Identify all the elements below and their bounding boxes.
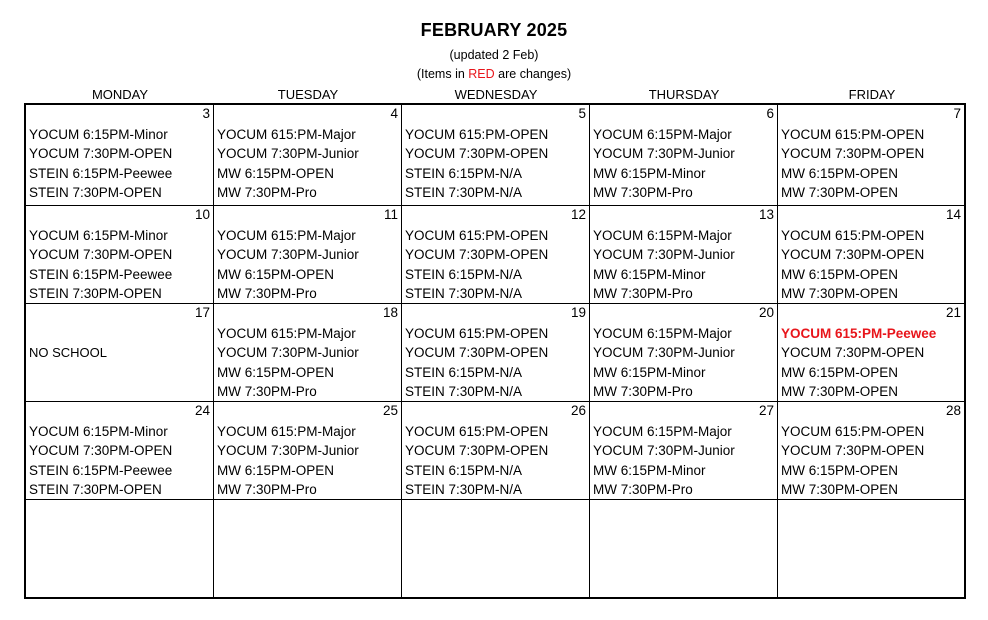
event-entry: STEIN 7:30PM-OPEN [29,286,162,301]
event-entry: YOCUM 7:30PM-OPEN [405,345,549,360]
day-cell [402,304,590,402]
event-entry: MW 6:15PM-OPEN [217,365,335,380]
event-entry: MW 7:30PM-Pro [217,384,317,399]
event-entry: YOCUM 615:PM-Major [217,424,356,439]
day-cell [214,105,402,206]
event-entry: MW 7:30PM-Pro [593,482,693,497]
event-entry: YOCUM 7:30PM-OPEN [29,443,173,458]
event-entry: YOCUM 7:30PM-OPEN [405,146,549,161]
day-cell [26,304,214,402]
event-entry: STEIN 7:30PM-N/A [405,286,523,301]
event-entry: MW 6:15PM-OPEN [217,463,335,478]
event-entry: STEIN 6:15PM-Peewee [29,463,173,478]
event-entry: STEIN 6:15PM-N/A [405,267,523,282]
day-cell [26,402,214,500]
event-entry: MW 6:15PM-Minor [593,365,706,380]
event-entry: YOCUM 7:30PM-Junior [593,345,735,360]
event-entry: YOCUM 7:30PM-OPEN [781,247,925,262]
event-entry: YOCUM 6:15PM-Minor [29,228,168,243]
day-number: 21 [945,305,961,320]
event-entry: MW 6:15PM-Minor [593,463,706,478]
event-entry: YOCUM 615:PM-OPEN [781,228,925,243]
event-entry: MW 7:30PM-Pro [217,286,317,301]
legend-suffix: are changes) [494,67,572,81]
event-entry: MW 6:15PM-Minor [593,267,706,282]
day-number: 26 [570,403,586,418]
event-entry: YOCUM 7:30PM-Junior [217,345,359,360]
page-title: FEBRUARY 2025 [420,20,568,40]
event-entry: YOCUM 7:30PM-OPEN [405,443,549,458]
event-entry: MW 7:30PM-Pro [217,482,317,497]
event-entry: MW 6:15PM-Minor [593,166,706,181]
event-entry: MW 6:15PM-OPEN [781,365,899,380]
day-cell [778,105,964,206]
day-number: 7 [953,106,961,121]
event-entry: YOCUM 615:PM-Major [217,228,356,243]
event-entry: MW 6:15PM-OPEN [217,166,335,181]
event-entry: STEIN 7:30PM-N/A [405,185,523,200]
day-cell [590,402,778,500]
event-entry: MW 6:15PM-OPEN [781,267,899,282]
day-number: 25 [382,403,398,418]
event-entry: STEIN 6:15PM-N/A [405,365,523,380]
event-entry: STEIN 7:30PM-OPEN [29,185,162,200]
event-entry: MW 6:15PM-OPEN [781,463,899,478]
day-cell [778,304,964,402]
day-number: 13 [758,207,774,222]
day-header-monday: MONDAY [91,87,149,102]
updated-note: (updated 2 Feb) [449,48,539,62]
day-cell [214,206,402,304]
day-cell [214,500,402,597]
event-entry: YOCUM 7:30PM-OPEN [781,345,925,360]
event-entry: MW 7:30PM-OPEN [781,286,899,301]
event-entry: YOCUM 6:15PM-Minor [29,424,168,439]
event-entry: YOCUM 615:PM-OPEN [781,424,925,439]
event-entry: YOCUM 615:PM-OPEN [781,127,925,142]
day-cell [590,304,778,402]
day-number: 18 [382,305,398,320]
event-entry: YOCUM 7:30PM-Junior [217,247,359,262]
event-entry: YOCUM 7:30PM-OPEN [781,146,925,161]
event-entry: YOCUM 7:30PM-Junior [593,146,735,161]
day-cell [214,402,402,500]
day-header-tuesday: TUESDAY [277,87,339,102]
event-entry: YOCUM 615:PM-OPEN [405,228,549,243]
event-entry: YOCUM 6:15PM-Major [593,326,732,341]
day-number: 14 [945,207,961,222]
event-entry: MW 7:30PM-Pro [593,185,693,200]
day-number: 6 [766,106,774,121]
day-number: 28 [945,403,961,418]
event-entry: YOCUM 6:15PM-Minor [29,127,168,142]
event-entry: YOCUM 615:PM-OPEN [405,424,549,439]
event-entry: MW 6:15PM-OPEN [781,166,899,181]
day-number: 19 [570,305,586,320]
legend-prefix: (Items in [416,67,469,81]
event-entry: MW 7:30PM-Pro [593,286,693,301]
event-entry: MW 7:30PM-OPEN [781,185,899,200]
day-cell [214,304,402,402]
day-cell [402,105,590,206]
day-number: 3 [202,106,210,121]
event-entry: YOCUM 7:30PM-Junior [593,247,735,262]
event-entry: YOCUM 7:30PM-OPEN [29,247,173,262]
event-entry: YOCUM 615:PM-Major [217,127,356,142]
day-number: 20 [758,305,774,320]
day-cell [26,206,214,304]
event-entry: YOCUM 7:30PM-Junior [593,443,735,458]
event-entry: STEIN 6:15PM-Peewee [29,267,173,282]
event-entry: STEIN 6:15PM-N/A [405,463,523,478]
day-number: 10 [194,207,210,222]
event-entry: MW 6:15PM-OPEN [217,267,335,282]
no-school-note: NO SCHOOL [29,345,108,360]
day-header-friday: FRIDAY [848,87,896,102]
event-entry: STEIN 6:15PM-N/A [405,166,523,181]
day-number: 24 [194,403,210,418]
event-entry: YOCUM 6:15PM-Major [593,228,732,243]
day-cell [778,402,964,500]
event-entry: YOCUM 7:30PM-OPEN [405,247,549,262]
event-entry: YOCUM 7:30PM-Junior [217,443,359,458]
event-entry: MW 7:30PM-Pro [593,384,693,399]
day-number: 5 [578,106,586,121]
day-cell [26,500,214,597]
event-entry: MW 7:30PM-OPEN [781,482,899,497]
calendar-grid [24,103,966,599]
day-cell [590,105,778,206]
event-entry: STEIN 7:30PM-N/A [405,482,523,497]
event-entry: YOCUM 6:15PM-Major [593,424,732,439]
event-entry: YOCUM 6:15PM-Major [593,127,732,142]
day-number: 4 [390,106,398,121]
event-entry: STEIN 7:30PM-N/A [405,384,523,399]
change-legend [0,67,988,81]
event-entry: YOCUM 615:PM-Major [217,326,356,341]
changed-event: YOCUM 615:PM-Peewee [781,326,937,341]
day-cell [778,206,964,304]
day-number: 11 [383,207,398,222]
event-entry: YOCUM 7:30PM-OPEN [781,443,925,458]
day-cell [590,206,778,304]
event-entry: YOCUM 615:PM-OPEN [405,326,549,341]
day-cell [402,206,590,304]
event-entry: STEIN 7:30PM-OPEN [29,482,162,497]
day-header-thursday: THURSDAY [648,87,720,102]
day-number: 12 [570,207,586,222]
day-cell [778,500,964,597]
legend-red-word: RED [468,67,495,81]
day-cell [26,105,214,206]
event-entry: YOCUM 7:30PM-OPEN [29,146,173,161]
day-cell [402,402,590,500]
event-entry: STEIN 6:15PM-Peewee [29,166,173,181]
day-cell [402,500,590,597]
day-cell [590,500,778,597]
day-number: 27 [758,403,774,418]
event-entry: YOCUM 615:PM-OPEN [405,127,549,142]
event-entry: MW 7:30PM-OPEN [781,384,899,399]
day-header-wednesday: WEDNESDAY [454,87,538,102]
event-entry: YOCUM 7:30PM-Junior [217,146,359,161]
day-number: 17 [194,305,210,320]
event-entry: MW 7:30PM-Pro [217,185,317,200]
